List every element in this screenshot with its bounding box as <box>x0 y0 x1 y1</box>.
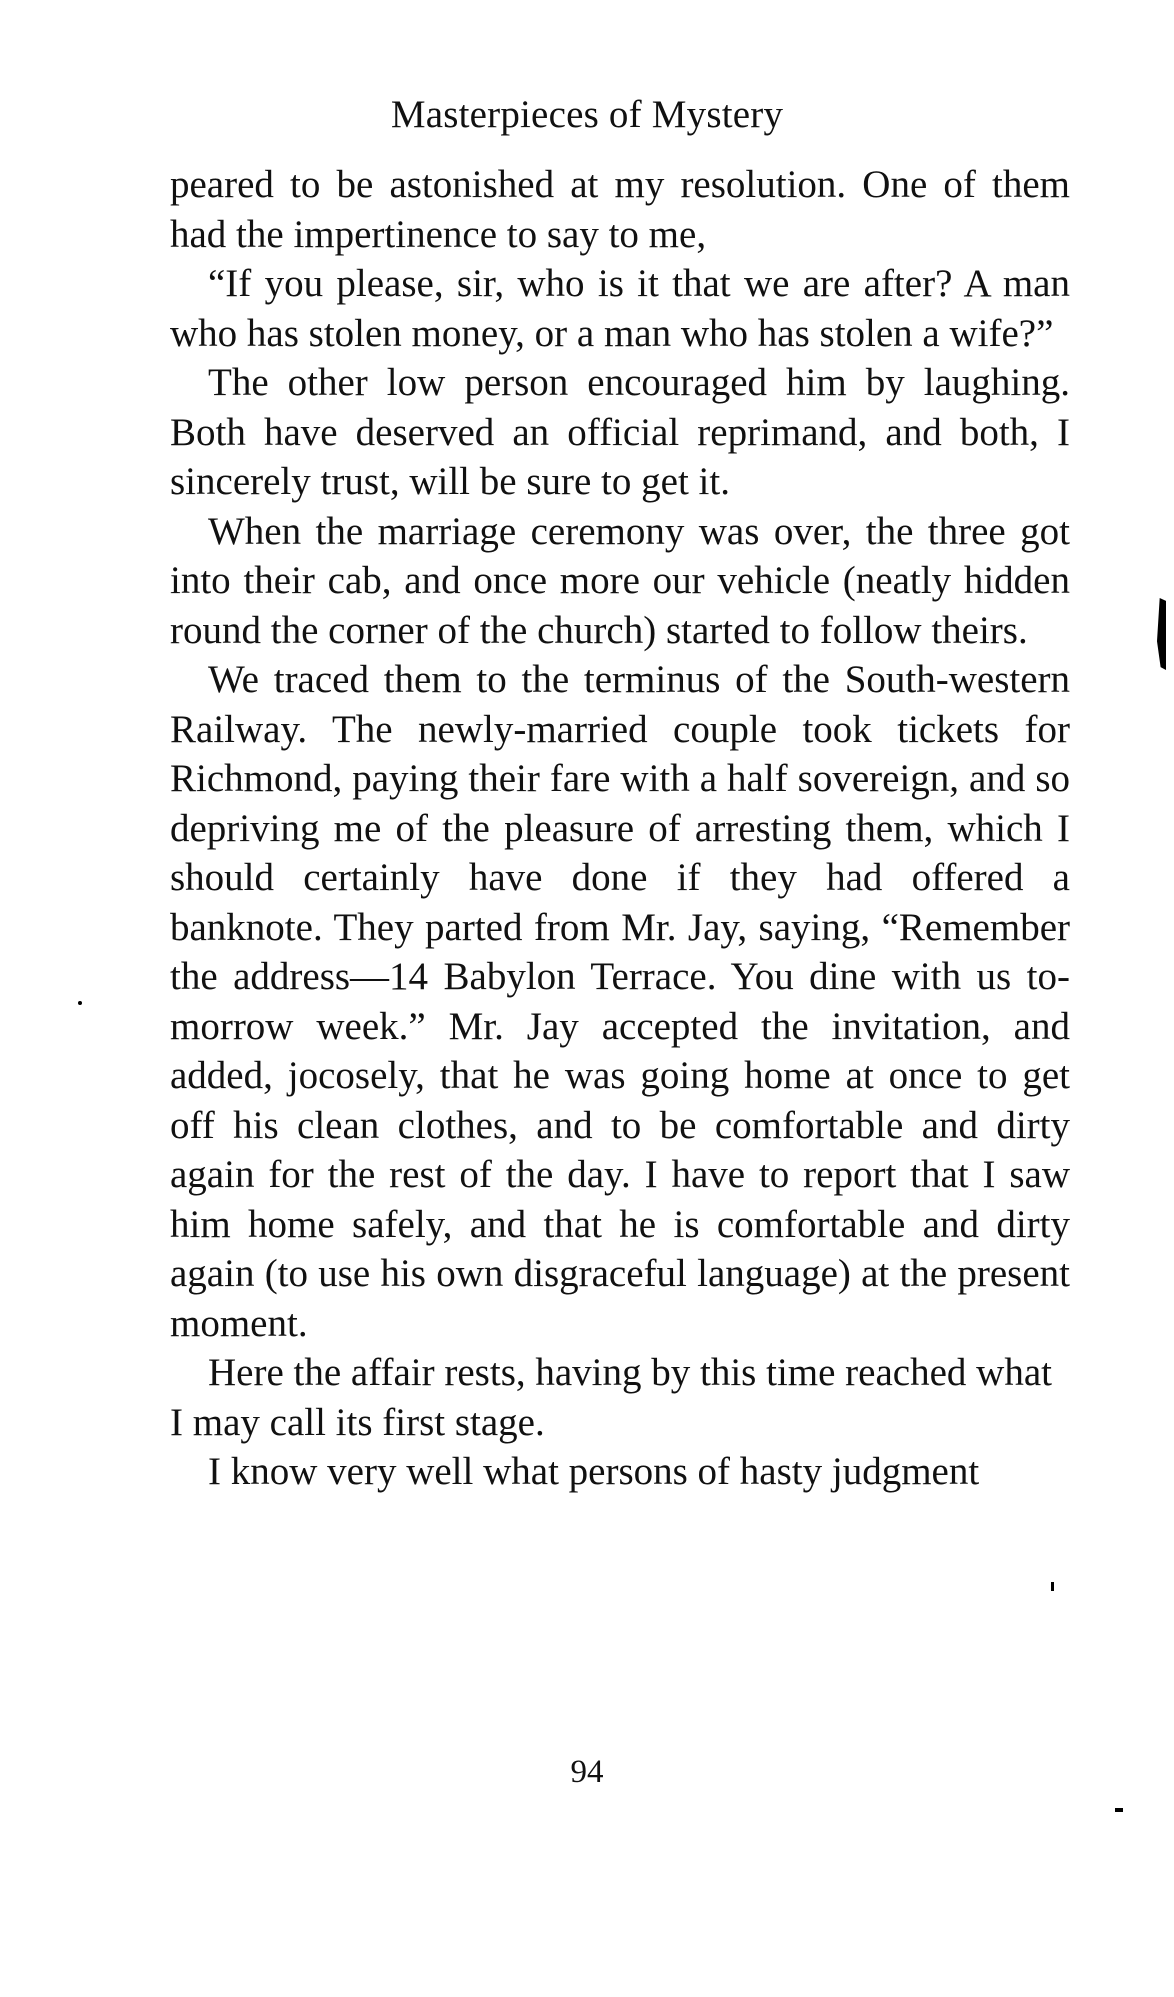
body-text <box>170 160 1070 1497</box>
paragraph: We traced them to the terminus of the South-western Railway. The newly-married couple took tickets for Richmond, paying their fare with a half sovereign, and so depriving me of the pleasure of arresting them, which I should certainly have done if they had offered a banknote. They parted from Mr. Jay, saying, “Remember the address—14 Babylon Terrace. You dine with us to-morrow week.” Mr. Jay accepted the invitation, and added, jocosely, that he was going home at once to get off his clean clothes, and to be comfortable and dirty again for the rest of the day. I have to report that I saw him home safely, and that he is comfortable and dirty again (to use his own disgraceful language) at the present moment. <box>170 658 1070 1345</box>
paragraph: “If you please, sir, who is it that we are after? A man who has stolen money, or a man who has stolen a wife?” <box>170 262 1070 355</box>
scan-speck <box>1051 1582 1054 1591</box>
paragraph: I know very well what persons of hasty judgment <box>208 1450 980 1493</box>
paragraph: The other low person encouraged him by laughing. Both have deserved an official reprimand, and both, I sincerely trust, will be sure to get it. <box>170 361 1070 503</box>
page-number: 94 <box>570 1754 604 1790</box>
running-head: Masterpieces of Mystery <box>390 93 784 136</box>
scan-mark <box>1157 598 1166 670</box>
paragraph: Here the affair rests, having by this time reached what I may call its first stage. <box>170 1351 1052 1444</box>
paragraph: When the marriage ceremony was over, the three got into their cab, and once more our vehicle (neatly hidden round the corner of the church) started to follow theirs. <box>170 509 1070 652</box>
scan-speck <box>1115 1808 1123 1812</box>
scan-speck <box>78 1001 82 1005</box>
paragraph: peared to be astonished at my resolution. One of them had the impertinence to say to me, <box>170 163 1070 256</box>
